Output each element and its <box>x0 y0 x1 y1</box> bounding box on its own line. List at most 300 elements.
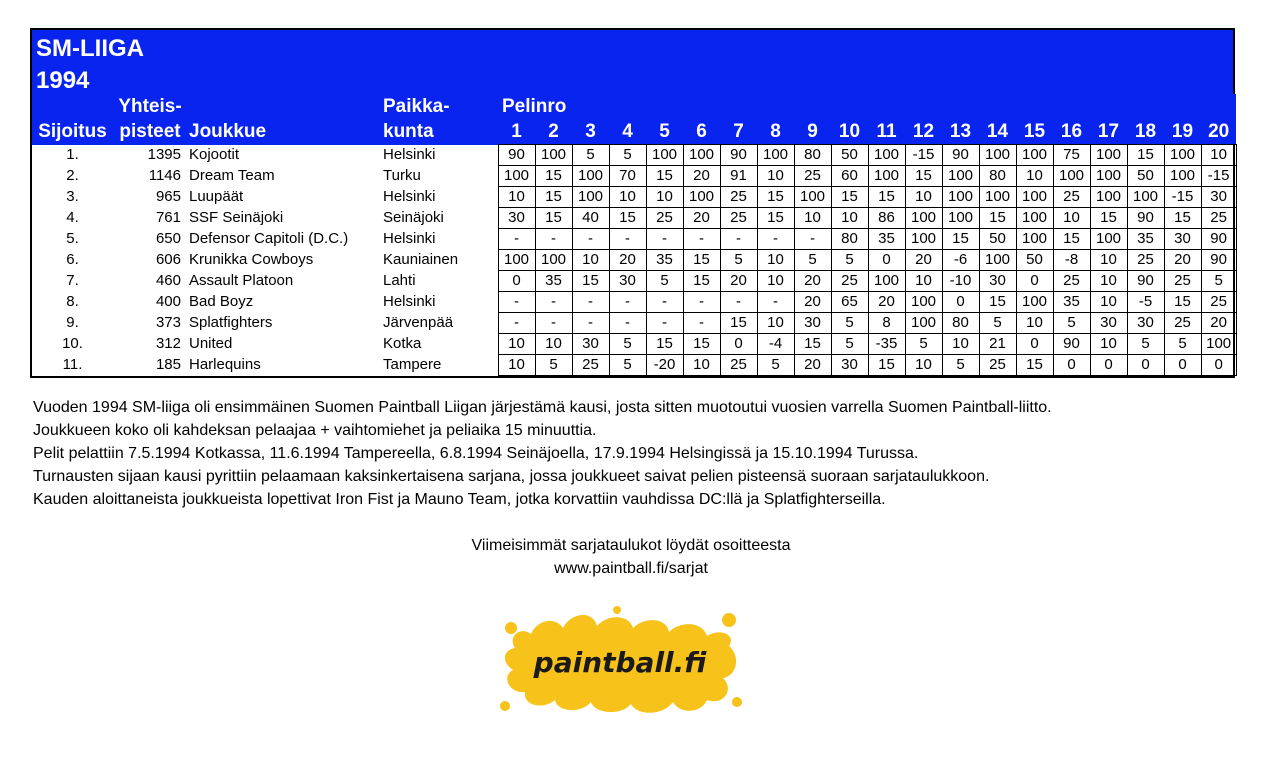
game-score-cell: 100 <box>1090 187 1127 208</box>
game-score-cell: 90 <box>1053 334 1090 355</box>
rank-cell: 11. <box>62 356 83 373</box>
game-score-cell: 0 <box>1016 334 1053 355</box>
game-score-cell: 5 <box>831 334 868 355</box>
game-score-cell: 5 <box>646 271 683 292</box>
game-score-cell: 0 <box>1164 355 1201 376</box>
city-cell: Kauniainen <box>383 251 459 268</box>
sheet-year: 1994 <box>36 67 90 94</box>
game-score-cell: - <box>646 313 683 334</box>
table-row <box>32 292 1236 313</box>
city-cell: Helsinki <box>383 146 436 163</box>
team-cell: SSF Seinäjoki <box>189 209 284 226</box>
game-score-cell: 90 <box>1127 208 1164 229</box>
game-score-cell: 60 <box>831 166 868 187</box>
game-score-cell: 15 <box>868 187 905 208</box>
team-cell: Bad Boyz <box>189 293 254 310</box>
game-score-cell: 20 <box>683 208 720 229</box>
game-score-cell: 10 <box>905 271 942 292</box>
game-score-cell: 15 <box>831 187 868 208</box>
game-score-cell: 5 <box>1201 271 1236 292</box>
game-score-cell: 10 <box>535 334 572 355</box>
game-score-cell: 100 <box>905 208 942 229</box>
game-score-cell: - <box>498 292 535 313</box>
points-cell: 1146 <box>148 167 181 184</box>
rank-cell: 2. <box>66 167 79 184</box>
logo-text: paintball.fi <box>533 646 707 679</box>
team-cell: Splatfighters <box>189 314 273 331</box>
game-score-cell: 25 <box>572 355 609 376</box>
game-score-cell: 30 <box>572 334 609 355</box>
game-score-cell: 10 <box>1090 292 1127 313</box>
game-score-cell: 30 <box>1127 313 1164 334</box>
game-score-cell: 15 <box>720 313 757 334</box>
game-score-cell: 25 <box>979 355 1016 376</box>
game-score-cell: 0 <box>1053 355 1090 376</box>
points-cell: 185 <box>155 356 181 373</box>
city-cell: Järvenpää <box>383 314 454 331</box>
game-score-cell: 0 <box>498 271 535 292</box>
game-score-cell: 20 <box>905 250 942 271</box>
rank-cell: 7. <box>66 272 79 289</box>
game-score-cell: 30 <box>979 271 1016 292</box>
game-score-cell: 15 <box>683 250 720 271</box>
header-game-number: 11 <box>868 119 905 145</box>
game-score-cell: - <box>683 292 720 313</box>
team-cell: Kojootit <box>189 146 240 163</box>
header-city: kunta <box>381 119 498 145</box>
points-cell: 761 <box>155 209 181 226</box>
game-score-cell: 40 <box>572 208 609 229</box>
game-score-cell: 0 <box>868 250 905 271</box>
game-score-cell: 15 <box>905 166 942 187</box>
table-row <box>32 187 1236 208</box>
game-score-cell: 100 <box>1016 229 1053 250</box>
season-notes <box>33 396 1248 511</box>
points-cell: 312 <box>155 335 181 352</box>
team-cell: United <box>189 335 233 352</box>
header-city-top: Paikka- <box>381 94 498 119</box>
game-score-cell: 0 <box>1127 355 1164 376</box>
game-score-cell: 100 <box>1201 334 1236 355</box>
game-score-cell: 30 <box>609 271 646 292</box>
game-score-cell: 15 <box>535 166 572 187</box>
header-points: pisteet <box>113 119 187 145</box>
header-game-number: 18 <box>1127 119 1164 145</box>
header-game-number: 1 <box>498 119 535 145</box>
game-score-cell: 10 <box>1053 208 1090 229</box>
rank-cell: 3. <box>66 188 79 205</box>
game-score-cell: 100 <box>1164 145 1201 166</box>
game-score-cell: - <box>757 292 794 313</box>
link-caption: Viimeisimmät sarjataulukot löydät osoitteesta <box>471 537 791 554</box>
game-score-cell: 80 <box>831 229 868 250</box>
game-score-cell: 100 <box>942 208 979 229</box>
game-score-cell: -8 <box>1053 250 1090 271</box>
game-score-cell: 100 <box>1090 166 1127 187</box>
table-row <box>32 145 1236 166</box>
game-score-cell: 100 <box>1016 145 1053 166</box>
game-score-cell: 10 <box>498 355 535 376</box>
game-score-cell: 25 <box>646 208 683 229</box>
game-score-cell: 5 <box>609 334 646 355</box>
points-cell: 606 <box>155 251 181 268</box>
game-score-cell: 30 <box>1164 229 1201 250</box>
game-score-cell: 15 <box>942 229 979 250</box>
header-rank: Sijoitus <box>32 119 113 145</box>
game-score-cell: 10 <box>1201 145 1236 166</box>
header-game-number: 5 <box>646 119 683 145</box>
game-score-cell: 35 <box>535 271 572 292</box>
game-score-cell: 10 <box>757 250 794 271</box>
table-row <box>32 271 1236 292</box>
game-score-cell: 100 <box>1164 166 1201 187</box>
game-score-cell: 35 <box>646 250 683 271</box>
game-score-cell: - <box>498 313 535 334</box>
note-line: Vuoden 1994 SM-liiga oli ensimmäinen Suomen Paintball Liigan järjestämä kausi, josta sitten muotoutui vuosien varrella Suomen Paintball-liitto. <box>33 399 1052 416</box>
game-score-cell: 15 <box>572 271 609 292</box>
game-score-cell: 5 <box>757 355 794 376</box>
game-score-cell: 30 <box>794 313 831 334</box>
game-score-cell: - <box>572 313 609 334</box>
game-score-cell: 15 <box>1164 208 1201 229</box>
game-score-cell: 5 <box>831 313 868 334</box>
game-score-cell: - <box>720 292 757 313</box>
game-score-cell: -10 <box>942 271 979 292</box>
header-game-number: 16 <box>1053 119 1090 145</box>
game-score-cell: 15 <box>646 166 683 187</box>
game-score-cell: 25 <box>1164 313 1201 334</box>
game-score-cell: 15 <box>1090 208 1127 229</box>
game-score-cell: 100 <box>979 187 1016 208</box>
game-score-cell: 15 <box>757 187 794 208</box>
table-row <box>32 334 1236 355</box>
game-score-cell: 8 <box>868 313 905 334</box>
game-score-cell: 100 <box>1053 166 1090 187</box>
game-score-cell: 15 <box>1053 229 1090 250</box>
game-score-cell: 25 <box>794 166 831 187</box>
header-game-number: 7 <box>720 119 757 145</box>
city-cell: Lahti <box>383 272 416 289</box>
game-score-cell: 100 <box>942 166 979 187</box>
game-score-cell: - <box>498 229 535 250</box>
header-team: Joukkue <box>187 119 381 145</box>
game-score-cell: 86 <box>868 208 905 229</box>
game-score-cell: -15 <box>1164 187 1201 208</box>
game-score-cell: 10 <box>498 187 535 208</box>
rank-cell: 6. <box>66 251 79 268</box>
game-score-cell: 5 <box>535 355 572 376</box>
header-game-number: 12 <box>905 119 942 145</box>
game-score-cell: 0 <box>1090 355 1127 376</box>
header-game-number: 17 <box>1090 119 1127 145</box>
game-score-cell: -15 <box>905 145 942 166</box>
game-score-cell: 10 <box>905 187 942 208</box>
game-score-cell: 25 <box>1164 271 1201 292</box>
game-score-cell: 30 <box>1090 313 1127 334</box>
game-score-cell: 30 <box>831 355 868 376</box>
game-score-cell: 20 <box>683 166 720 187</box>
game-score-cell: 10 <box>1016 313 1053 334</box>
rank-cell: 4. <box>66 209 79 226</box>
game-score-cell: 5 <box>1164 334 1201 355</box>
game-score-cell: 100 <box>1016 292 1053 313</box>
game-score-cell: 35 <box>868 229 905 250</box>
game-score-cell: 15 <box>1016 355 1053 376</box>
game-score-cell: 10 <box>1090 250 1127 271</box>
game-score-cell: 5 <box>979 313 1016 334</box>
game-score-cell: 10 <box>1090 334 1127 355</box>
game-score-cell: 25 <box>1053 187 1090 208</box>
game-score-cell: 5 <box>942 355 979 376</box>
team-cell: Defensor Capitoli (D.C.) <box>189 230 349 247</box>
header-game-number: 20 <box>1201 119 1236 145</box>
game-score-cell: 10 <box>757 271 794 292</box>
table-row <box>32 250 1236 271</box>
city-cell: Seinäjoki <box>383 209 444 226</box>
game-score-cell: 20 <box>1164 250 1201 271</box>
game-score-cell: 100 <box>905 313 942 334</box>
city-cell: Helsinki <box>383 230 436 247</box>
game-score-cell: - <box>683 229 720 250</box>
header-game-number: 10 <box>831 119 868 145</box>
table-row <box>32 229 1236 250</box>
game-score-cell: 80 <box>942 313 979 334</box>
game-score-cell: 90 <box>942 145 979 166</box>
game-score-cell: 70 <box>609 166 646 187</box>
game-score-cell: 5 <box>720 250 757 271</box>
game-score-cell: 90 <box>1201 250 1236 271</box>
game-score-cell: 75 <box>1053 145 1090 166</box>
header-game-number: 14 <box>979 119 1016 145</box>
game-score-cell: 100 <box>868 145 905 166</box>
city-cell: Kotka <box>383 335 422 352</box>
game-score-cell: 10 <box>646 187 683 208</box>
game-score-cell: - <box>535 229 572 250</box>
rank-cell: 9. <box>66 314 79 331</box>
header-game-number: 13 <box>942 119 979 145</box>
game-score-cell: - <box>609 292 646 313</box>
game-score-cell: - <box>683 313 720 334</box>
standings-link[interactable]: www.paintball.fi/sarjat <box>554 560 708 577</box>
standings-table <box>32 94 1237 376</box>
points-cell: 1395 <box>147 146 181 163</box>
game-score-cell: 15 <box>535 208 572 229</box>
header-games-top: Pelinro <box>498 94 1236 119</box>
game-score-cell: 10 <box>757 166 794 187</box>
game-score-cell: 15 <box>979 208 1016 229</box>
game-score-cell: 5 <box>1127 334 1164 355</box>
header-game-number: 6 <box>683 119 720 145</box>
game-score-cell: 15 <box>646 334 683 355</box>
game-score-cell: 0 <box>1201 355 1236 376</box>
header-game-number: 15 <box>1016 119 1053 145</box>
game-score-cell: 100 <box>868 166 905 187</box>
game-score-cell: 5 <box>1053 313 1090 334</box>
note-line: Kauden aloittaneista joukkueista lopettivat Iron Fist ja Mauno Team, jotka korvattiin vauhdissa DC:llä ja Splatfighterseilla. <box>33 491 886 508</box>
game-score-cell: 90 <box>1201 229 1236 250</box>
points-cell: 965 <box>155 188 181 205</box>
header-game-number: 2 <box>535 119 572 145</box>
title-block <box>32 30 1233 94</box>
game-score-cell: 100 <box>757 145 794 166</box>
city-cell: Tampere <box>383 356 442 373</box>
game-score-cell: - <box>609 229 646 250</box>
game-score-cell: 5 <box>609 355 646 376</box>
game-score-cell: 20 <box>1201 313 1236 334</box>
game-score-cell: 15 <box>979 292 1016 313</box>
game-score-cell: 100 <box>646 145 683 166</box>
game-score-cell: 20 <box>609 250 646 271</box>
game-score-cell: 90 <box>498 145 535 166</box>
game-score-cell: 80 <box>979 166 1016 187</box>
game-score-cell: 10 <box>794 208 831 229</box>
sheet-title: SM-LIIGA <box>36 35 144 62</box>
game-score-cell: 5 <box>905 334 942 355</box>
game-score-cell: 30 <box>1201 187 1236 208</box>
game-score-cell: 100 <box>535 145 572 166</box>
game-score-cell: 100 <box>1127 187 1164 208</box>
game-score-cell: 100 <box>683 145 720 166</box>
game-score-cell: 50 <box>1127 166 1164 187</box>
game-score-cell: -6 <box>942 250 979 271</box>
game-score-cell: 20 <box>794 292 831 313</box>
game-score-cell: 15 <box>683 334 720 355</box>
game-score-cell: 30 <box>498 208 535 229</box>
game-score-cell: 50 <box>979 229 1016 250</box>
game-score-cell: 100 <box>1016 187 1053 208</box>
table-row <box>32 355 1236 376</box>
game-score-cell: 25 <box>720 208 757 229</box>
game-score-cell: 10 <box>942 334 979 355</box>
game-score-cell: 100 <box>942 187 979 208</box>
game-score-cell: 20 <box>868 292 905 313</box>
header-game-number: 9 <box>794 119 831 145</box>
game-score-cell: 35 <box>1053 292 1090 313</box>
game-score-cell: 21 <box>979 334 1016 355</box>
game-score-cell: 10 <box>905 355 942 376</box>
points-cell: 650 <box>155 230 181 247</box>
game-score-cell: 10 <box>572 250 609 271</box>
table-row <box>32 166 1236 187</box>
game-score-cell: - <box>535 313 572 334</box>
rank-cell: 10. <box>62 335 83 352</box>
game-score-cell: 10 <box>831 208 868 229</box>
game-score-cell: 5 <box>572 145 609 166</box>
header-row-bottom <box>32 119 1236 145</box>
game-score-cell: -4 <box>757 334 794 355</box>
points-cell: 460 <box>155 272 181 289</box>
city-cell: Helsinki <box>383 188 436 205</box>
rank-cell: 1. <box>66 146 79 163</box>
game-score-cell: 25 <box>1127 250 1164 271</box>
header-game-number: 8 <box>757 119 794 145</box>
game-score-cell: 91 <box>720 166 757 187</box>
game-score-cell: 50 <box>1016 250 1053 271</box>
table-row <box>32 313 1236 334</box>
game-score-cell: 90 <box>720 145 757 166</box>
header-row-top <box>32 94 1236 119</box>
note-line: Pelit pelattiin 7.5.1994 Kotkassa, 11.6.1994 Tampereella, 6.8.1994 Seinäjoella, 17.9.1994 Helsingissä ja 15.10.1994 Turussa. <box>33 445 919 462</box>
game-score-cell: 15 <box>1164 292 1201 313</box>
game-score-cell: -15 <box>1201 166 1236 187</box>
header-team-top <box>187 94 381 119</box>
standings-rows <box>32 145 1236 376</box>
game-score-cell: - <box>646 229 683 250</box>
game-score-cell: 20 <box>794 271 831 292</box>
game-score-cell: - <box>572 229 609 250</box>
game-score-cell: 15 <box>609 208 646 229</box>
game-score-cell: - <box>794 229 831 250</box>
header-game-number: 4 <box>609 119 646 145</box>
header-game-number: 3 <box>572 119 609 145</box>
game-score-cell: 100 <box>979 250 1016 271</box>
table-row <box>32 208 1236 229</box>
game-score-cell: - <box>646 292 683 313</box>
paintball-logo[interactable] <box>497 606 743 718</box>
game-score-cell: -20 <box>646 355 683 376</box>
game-score-cell: 15 <box>868 355 905 376</box>
game-score-cell: 25 <box>1201 292 1236 313</box>
game-score-cell: 50 <box>831 145 868 166</box>
game-score-cell: 15 <box>757 208 794 229</box>
game-score-cell: 15 <box>1127 145 1164 166</box>
note-line: Turnausten sijaan kausi pyrittiin pelaamaan kaksinkertaisena sarjana, jossa joukkueet saivat pelien pisteensä suoraan sarjataulukkoon. <box>33 468 990 485</box>
note-line: Joukkueen koko oli kahdeksan pelaajaa + vaihtomiehet ja peliaika 15 minuuttia. <box>33 422 597 439</box>
team-cell: Krunikka Cowboys <box>189 251 314 268</box>
game-score-cell: 10 <box>1016 166 1053 187</box>
game-score-cell: 0 <box>1016 271 1053 292</box>
game-score-cell: - <box>609 313 646 334</box>
game-score-cell: 10 <box>609 187 646 208</box>
game-score-cell: 25 <box>1201 208 1236 229</box>
game-score-cell: 5 <box>794 250 831 271</box>
game-score-cell: 100 <box>1090 145 1127 166</box>
game-score-cell: 80 <box>794 145 831 166</box>
game-score-cell: 0 <box>720 334 757 355</box>
standings-sheet <box>30 28 1235 378</box>
city-cell: Helsinki <box>383 293 436 310</box>
game-score-cell: 100 <box>1090 229 1127 250</box>
city-cell: Turku <box>383 167 421 184</box>
game-score-cell: - <box>572 292 609 313</box>
game-score-cell: 100 <box>1016 208 1053 229</box>
header-points-top: Yhteis- <box>113 94 187 119</box>
game-score-cell: 5 <box>831 250 868 271</box>
game-score-cell: 25 <box>720 187 757 208</box>
game-score-cell: 25 <box>720 355 757 376</box>
game-score-cell: 10 <box>498 334 535 355</box>
points-cell: 373 <box>155 314 181 331</box>
game-score-cell: 10 <box>683 355 720 376</box>
game-score-cell: 100 <box>979 145 1016 166</box>
team-cell: Assault Platoon <box>189 272 294 289</box>
game-score-cell: 100 <box>905 292 942 313</box>
rank-cell: 8. <box>66 293 79 310</box>
game-score-cell: 65 <box>831 292 868 313</box>
game-score-cell: 15 <box>535 187 572 208</box>
rank-cell: 5. <box>66 230 79 247</box>
game-score-cell: - <box>535 292 572 313</box>
game-score-cell: 20 <box>720 271 757 292</box>
game-score-cell: 5 <box>609 145 646 166</box>
game-score-cell: 0 <box>942 292 979 313</box>
game-score-cell: 15 <box>683 271 720 292</box>
game-score-cell: 100 <box>868 271 905 292</box>
game-score-cell: 100 <box>498 166 535 187</box>
points-cell: 400 <box>155 293 181 310</box>
header-rank-top <box>32 94 113 119</box>
game-score-cell: 25 <box>831 271 868 292</box>
